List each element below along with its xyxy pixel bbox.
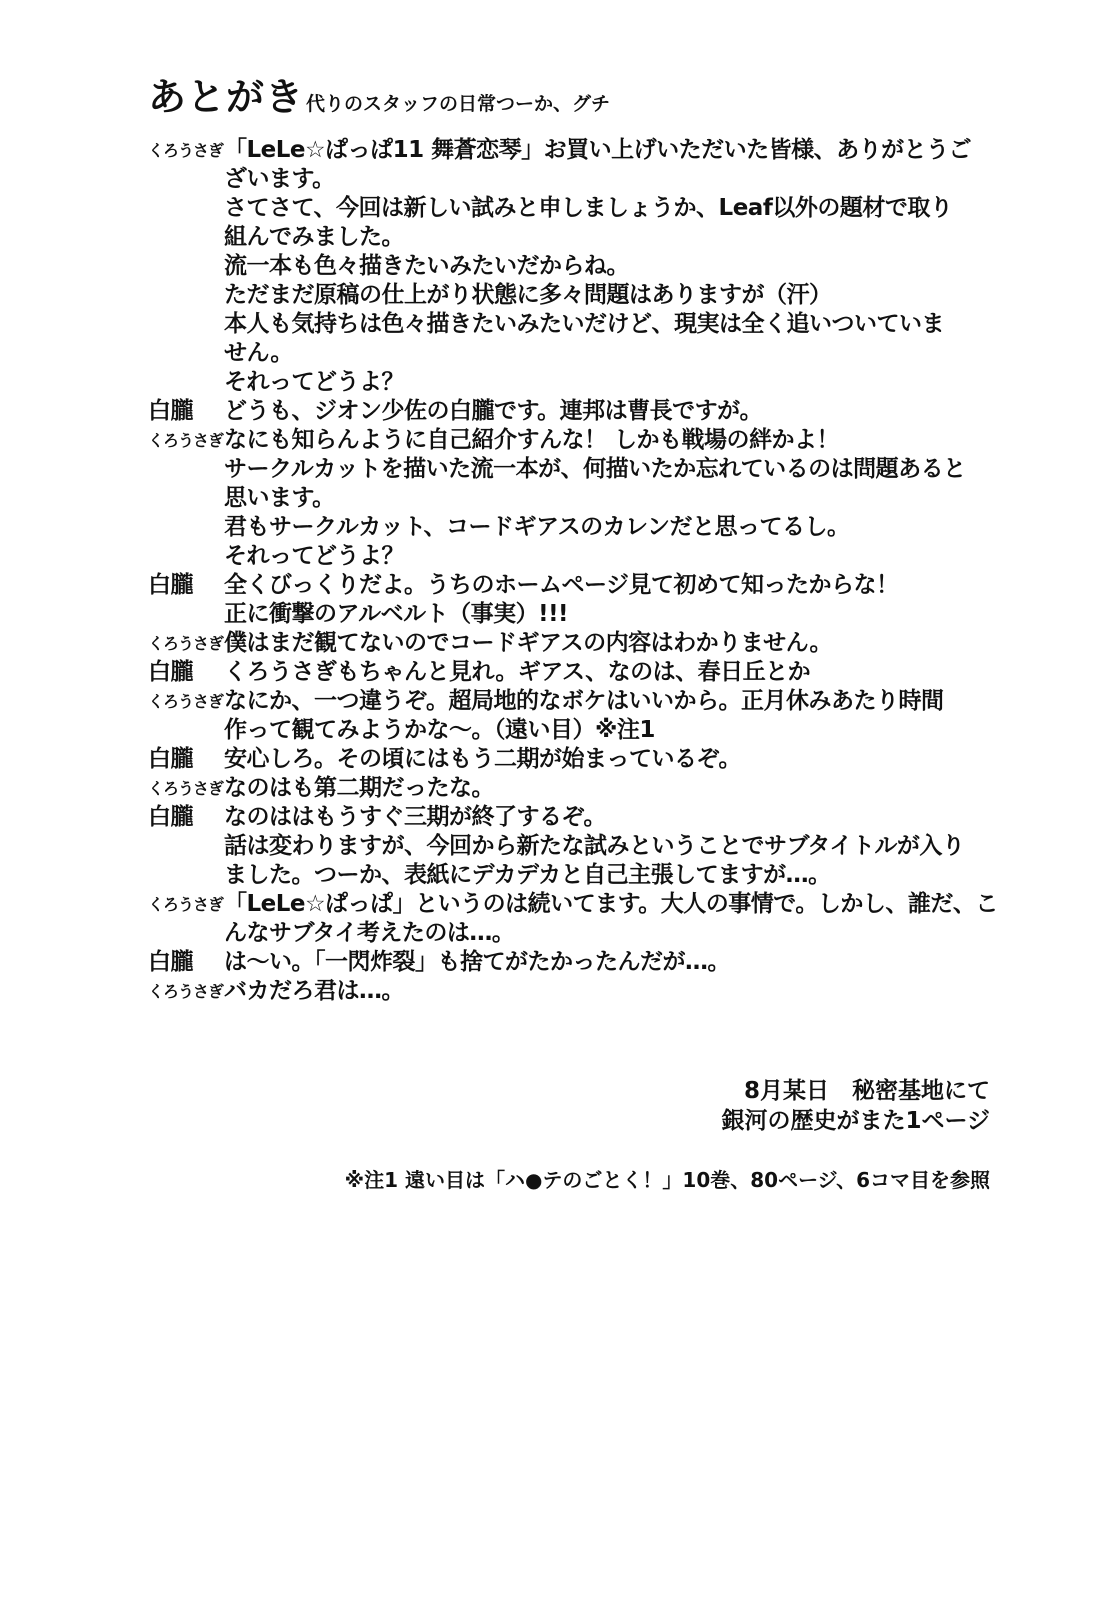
dialogue-text: 組んでみました。: [224, 224, 404, 250]
dialogue-text: サークルカットを描いた流一本が、何描いたか忘れているのは問題あると: [224, 456, 966, 482]
dialogue-text: 「LeLe☆ぱっぱ11 舞蒼恋琴」お買い上げいただいた皆様、ありがとうご: [224, 137, 972, 163]
dialogue-text: 作って観てみようかな～。（遠い目）※注1: [224, 717, 655, 743]
signature-line-date: 8月某日 秘密基地にて: [743, 1078, 990, 1104]
dialogue-line: [148, 803, 998, 832]
dialogue-text: それってどうよ？: [224, 369, 404, 395]
dialogue-text: なにも知らんように自己紹介すんな！ しかも戦場の絆かよ！: [224, 427, 840, 453]
dialogue-block: [148, 136, 998, 1006]
dialogue-line: [148, 977, 998, 1006]
dialogue-line: [148, 542, 998, 571]
dialogue-text: 僕はまだ観てないのでコードギアスの内容はわかりません。: [224, 630, 832, 656]
dialogue-text: んなサブタイ考えたのは…。: [224, 920, 515, 946]
dialogue-line: [148, 484, 998, 513]
dialogue-line: [148, 223, 998, 252]
dialogue-line: [148, 774, 998, 803]
dialogue-line: [148, 397, 998, 426]
dialogue-line: [148, 629, 998, 658]
speaker-label: くろうさぎ: [148, 692, 224, 711]
dialogue-line: [148, 571, 998, 600]
title-subtitle: 代りのスタッフの日常つーか、グチ: [306, 93, 611, 115]
speaker-label: くろうさぎ: [148, 141, 224, 160]
dialogue-text: くろうさぎもちゃんと見れ。ギアス、なのは、春日丘とか: [224, 659, 811, 685]
title-main: あとがき: [148, 75, 305, 119]
dialogue-text: 流一本も色々描きたいみたいだからね。: [224, 253, 629, 279]
speaker-label: くろうさぎ: [148, 982, 224, 1001]
dialogue-line: [148, 745, 998, 774]
dialogue-text: せん。: [224, 340, 293, 366]
dialogue-text: 君もサークルカット、コードギアスのカレンだと思ってるし。: [224, 514, 850, 540]
dialogue-line: [148, 165, 998, 194]
dialogue-text: 思います。: [224, 485, 335, 511]
speaker-label: 白朧: [148, 572, 193, 598]
dialogue-text: 正に衝撃のアルベルト（事実）!!!: [224, 601, 569, 627]
dialogue-line: [148, 194, 998, 223]
speaker-label: 白朧: [148, 949, 193, 975]
speaker-label: 白朧: [148, 804, 193, 830]
speaker-label: くろうさぎ: [148, 634, 224, 653]
speaker-label: くろうさぎ: [148, 431, 224, 450]
dialogue-line: [148, 658, 998, 687]
dialogue-line: [148, 861, 998, 890]
page-title: [148, 66, 610, 121]
dialogue-text: 本人も気持ちは色々描きたいみたいだけど、現実は全く追いついていま: [224, 311, 944, 337]
signature-line-motto: 銀河の歴史がまた1ページ: [721, 1108, 990, 1134]
dialogue-text: さてさて、今回は新しい試みと申しましょうか、Leaf以外の題材で取り: [224, 195, 953, 221]
speaker-label: 白朧: [148, 746, 193, 772]
dialogue-text: は～い。「一閃炸裂」も捨てがたかったんだが…。: [224, 949, 730, 975]
dialogue-text: バカだろ君は…。: [224, 978, 404, 1004]
speaker-label: 白朧: [148, 398, 193, 424]
dialogue-line: [148, 339, 998, 368]
dialogue-line: [148, 832, 998, 861]
dialogue-line: [148, 136, 998, 165]
dialogue-line: [148, 890, 998, 919]
dialogue-line: [148, 310, 998, 339]
dialogue-line: [148, 281, 998, 310]
dialogue-text: ました。つーか、表紙にデカデカと自己主張してますが…。: [224, 862, 831, 888]
speaker-label: 白朧: [148, 659, 193, 685]
speaker-label: くろうさぎ: [148, 895, 224, 914]
footnote: ※注1 遠い目は「ハ●テのごとく！」10巻、80ページ、6コマ目を参照: [344, 1168, 990, 1192]
speaker-label: くろうさぎ: [148, 779, 224, 798]
dialogue-line: [148, 252, 998, 281]
dialogue-line: [148, 368, 998, 397]
dialogue-text: 全くびっくりだよ。うちのホームページ見て初めて知ったからな！: [224, 572, 899, 598]
dialogue-text: 安心しろ。その頃にはもう二期が始まっているぞ。: [224, 746, 742, 772]
dialogue-text: 話は変わりますが、今回から新たな試みということでサブタイトルが入り: [224, 833, 965, 859]
dialogue-line: [148, 600, 998, 629]
dialogue-line: [148, 919, 998, 948]
dialogue-text: 「LeLe☆ぱっぱ」というのは続いてます。大人の事情で。しかし、誰だ、こ: [224, 891, 998, 917]
dialogue-line: [148, 687, 998, 716]
dialogue-text: なにか、一つ違うぞ。超局地的なボケはいいから。正月休みあたり時間: [224, 688, 944, 714]
dialogue-line: [148, 455, 998, 484]
dialogue-text: ただまだ原稿の仕上がり状態に多々問題はありますが（汗）: [224, 282, 832, 308]
dialogue-line: [148, 513, 998, 542]
dialogue-line: [148, 426, 998, 455]
dialogue-text: どうも、ジオン少佐の白朧です。連邦は曹長ですが。: [224, 398, 763, 424]
dialogue-line: [148, 948, 998, 977]
dialogue-text: ざいます。: [224, 166, 335, 192]
signature-block: [721, 1076, 990, 1136]
dialogue-text: それってどうよ？: [224, 543, 404, 569]
dialogue-text: なのはも第二期だったな。: [224, 775, 494, 801]
dialogue-text: なのははもうすぐ三期が終了するぞ。: [224, 804, 607, 830]
dialogue-line: [148, 716, 998, 745]
